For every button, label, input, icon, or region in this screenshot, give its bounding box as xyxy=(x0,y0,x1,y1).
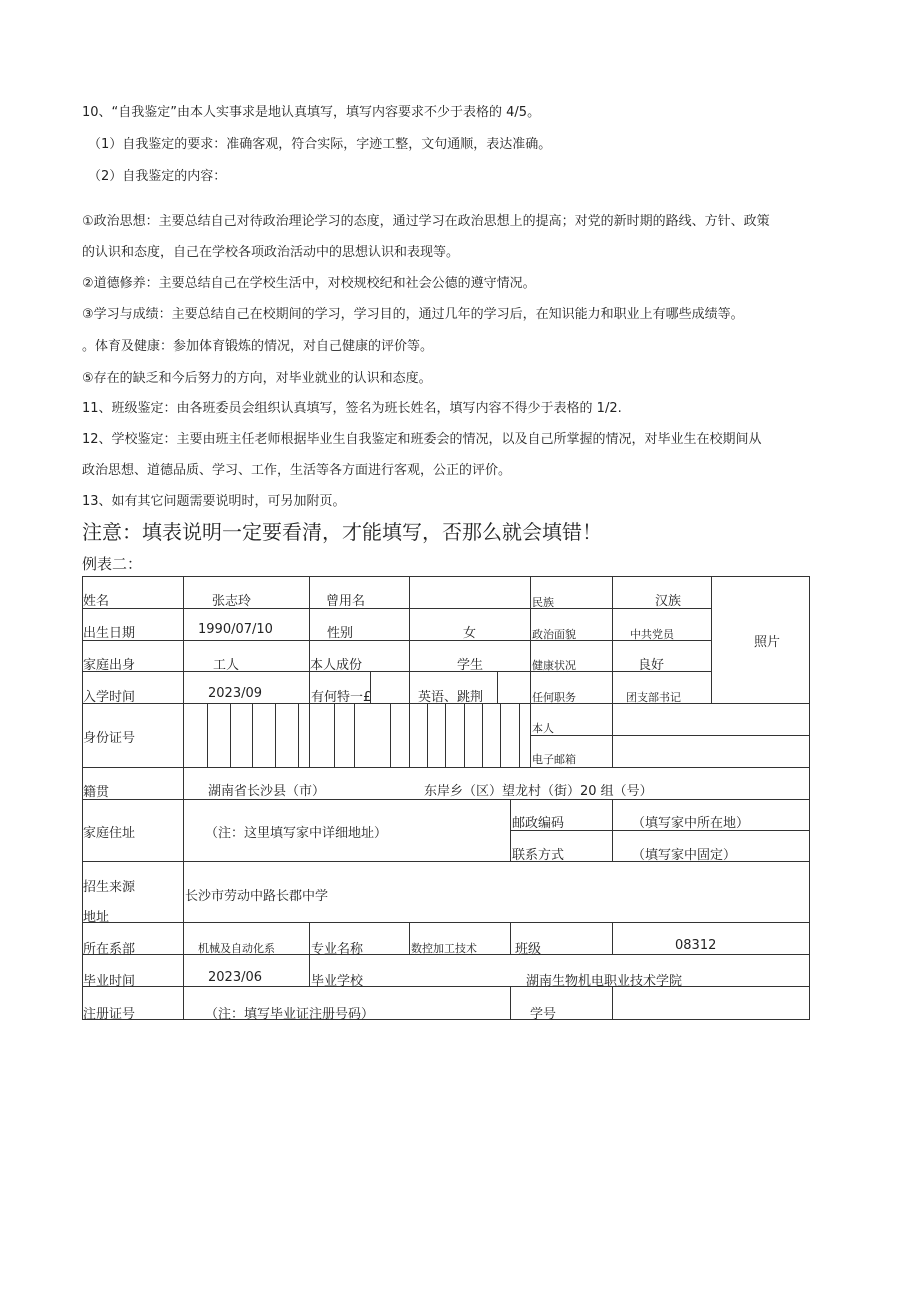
note-line: ⑤存在的缺乏和今后努力的方向，对毕业就业的认识和态度。 xyxy=(82,371,432,386)
label: 地址 xyxy=(83,910,110,925)
note-line: 的认识和态度，自己在学校各项政治活动中的思想认识和表现等。 xyxy=(82,245,460,260)
example-label: 例表二： xyxy=(82,555,143,573)
value: 工人 xyxy=(213,658,240,673)
warning-heading: 注意：填表说明一定要看清，才能填写，否那么就会填错！ xyxy=(82,520,602,544)
label: 本人成份 xyxy=(310,658,363,673)
value: 东岸乡（区）望龙村（街）20 组（号） xyxy=(424,784,653,799)
note-line: ①政治思想：主要总结自己对待政治理论学习的态度，通过学习在政治思想上的提高；对党的新时期的路线、方针、政策 xyxy=(82,214,770,229)
label: 出生日期 xyxy=(83,626,136,641)
label: 姓名 xyxy=(83,594,110,609)
value: 中共党员 xyxy=(630,628,674,641)
value: 湖南省长沙县（市） xyxy=(208,784,326,799)
label: 身份证号 xyxy=(83,731,136,746)
label: 班级 xyxy=(515,942,542,957)
label: 毕业时间 xyxy=(83,974,136,989)
value: 08312 xyxy=(675,938,717,953)
label: 家庭出身 xyxy=(83,658,136,673)
note-line: （2）自我鉴定的内容： xyxy=(88,169,227,184)
label: 入学时间 xyxy=(83,690,136,705)
value: 2023/09 xyxy=(208,686,263,701)
label: 政治面貌 xyxy=(532,628,576,641)
value: 2023/06 xyxy=(208,970,263,985)
value: （注：填写毕业证注册号码） xyxy=(205,1007,375,1022)
label: 所在系部 xyxy=(83,942,136,957)
note-line: ②道德修养：主要总结自己在学校生活中，对校规校纪和社会公德的遵守情况。 xyxy=(82,276,536,291)
value: （注：这里填写家中详细地址） xyxy=(205,826,388,841)
value: 张志玲 xyxy=(212,594,252,609)
label: 学号 xyxy=(530,1007,557,1022)
value: 数控加工技术 xyxy=(411,942,477,955)
value: 汉族 xyxy=(655,594,682,609)
label: 邮政编码 xyxy=(512,816,565,831)
label: 本人 xyxy=(532,722,554,735)
value: 良好 xyxy=(638,658,665,673)
photo-placeholder: 照片 xyxy=(754,635,781,650)
label: 曾用名 xyxy=(326,594,366,609)
value: （填写家中所在地） xyxy=(632,816,750,831)
label: 联系方式 xyxy=(512,848,565,863)
label: 注册证号 xyxy=(83,1007,136,1022)
label: 专业名称 xyxy=(311,942,364,957)
label: 招生来源 xyxy=(83,880,136,895)
note-line: ③学习与成绩：主要总结自己在校期间的学习，学习目的，通过几年的学习后，在知识能力和职业上有哪些成绩等。 xyxy=(82,307,744,322)
label: 电子邮箱 xyxy=(532,753,576,766)
note-line: 。体育及健康：参加体育锻炼的情况，对自己健康的评价等。 xyxy=(82,339,434,354)
value: 1990/07/10 xyxy=(198,622,273,637)
note-line: （1）自我鉴定的要求：准确客观，符合实际，字迹工整，文句通顺，表达准确。 xyxy=(88,137,552,152)
label: 民族 xyxy=(532,596,554,609)
label: 有何特一£ xyxy=(311,690,372,705)
note-line: 10、“自我鉴定”由本人实事求是地认真填写，填写内容要求不少于表格的 4/5。 xyxy=(82,105,541,120)
label: 籍贯 xyxy=(83,785,110,800)
value: 团支部书记 xyxy=(626,691,681,704)
label: 健康状况 xyxy=(532,659,576,672)
label: 家庭住址 xyxy=(83,826,136,841)
label: 毕业学校 xyxy=(311,974,364,989)
value: （填写家中固定） xyxy=(632,848,737,863)
note-line: 11、班级鉴定：由各班委员会组织认真填写，签名为班长姓名，填写内容不得少于表格的 1/2. xyxy=(82,401,622,416)
note-line: 13、如有其它问题需要说明时，可另加附页。 xyxy=(82,494,346,509)
value: 长沙市劳动中路长郡中学 xyxy=(185,889,329,904)
note-line: 12、学校鉴定：主要由班主任老师根据毕业生自我鉴定和班委会的情况，以及自己所掌握的情况，对毕业生在校期间从 xyxy=(82,432,762,447)
value: 机械及自动化系 xyxy=(198,942,275,955)
label: 任何职务 xyxy=(532,691,576,704)
value: 学生 xyxy=(457,658,484,673)
value: 英语、跳荆 xyxy=(418,690,484,705)
value: 湖南生物机电职业技术学院 xyxy=(526,974,683,989)
label: 性别 xyxy=(327,626,354,641)
note-line: 政治思想、道德品质、学习、工作，生活等各方面进行客观，公正的评价。 xyxy=(82,463,512,478)
value: 女 xyxy=(463,626,477,641)
